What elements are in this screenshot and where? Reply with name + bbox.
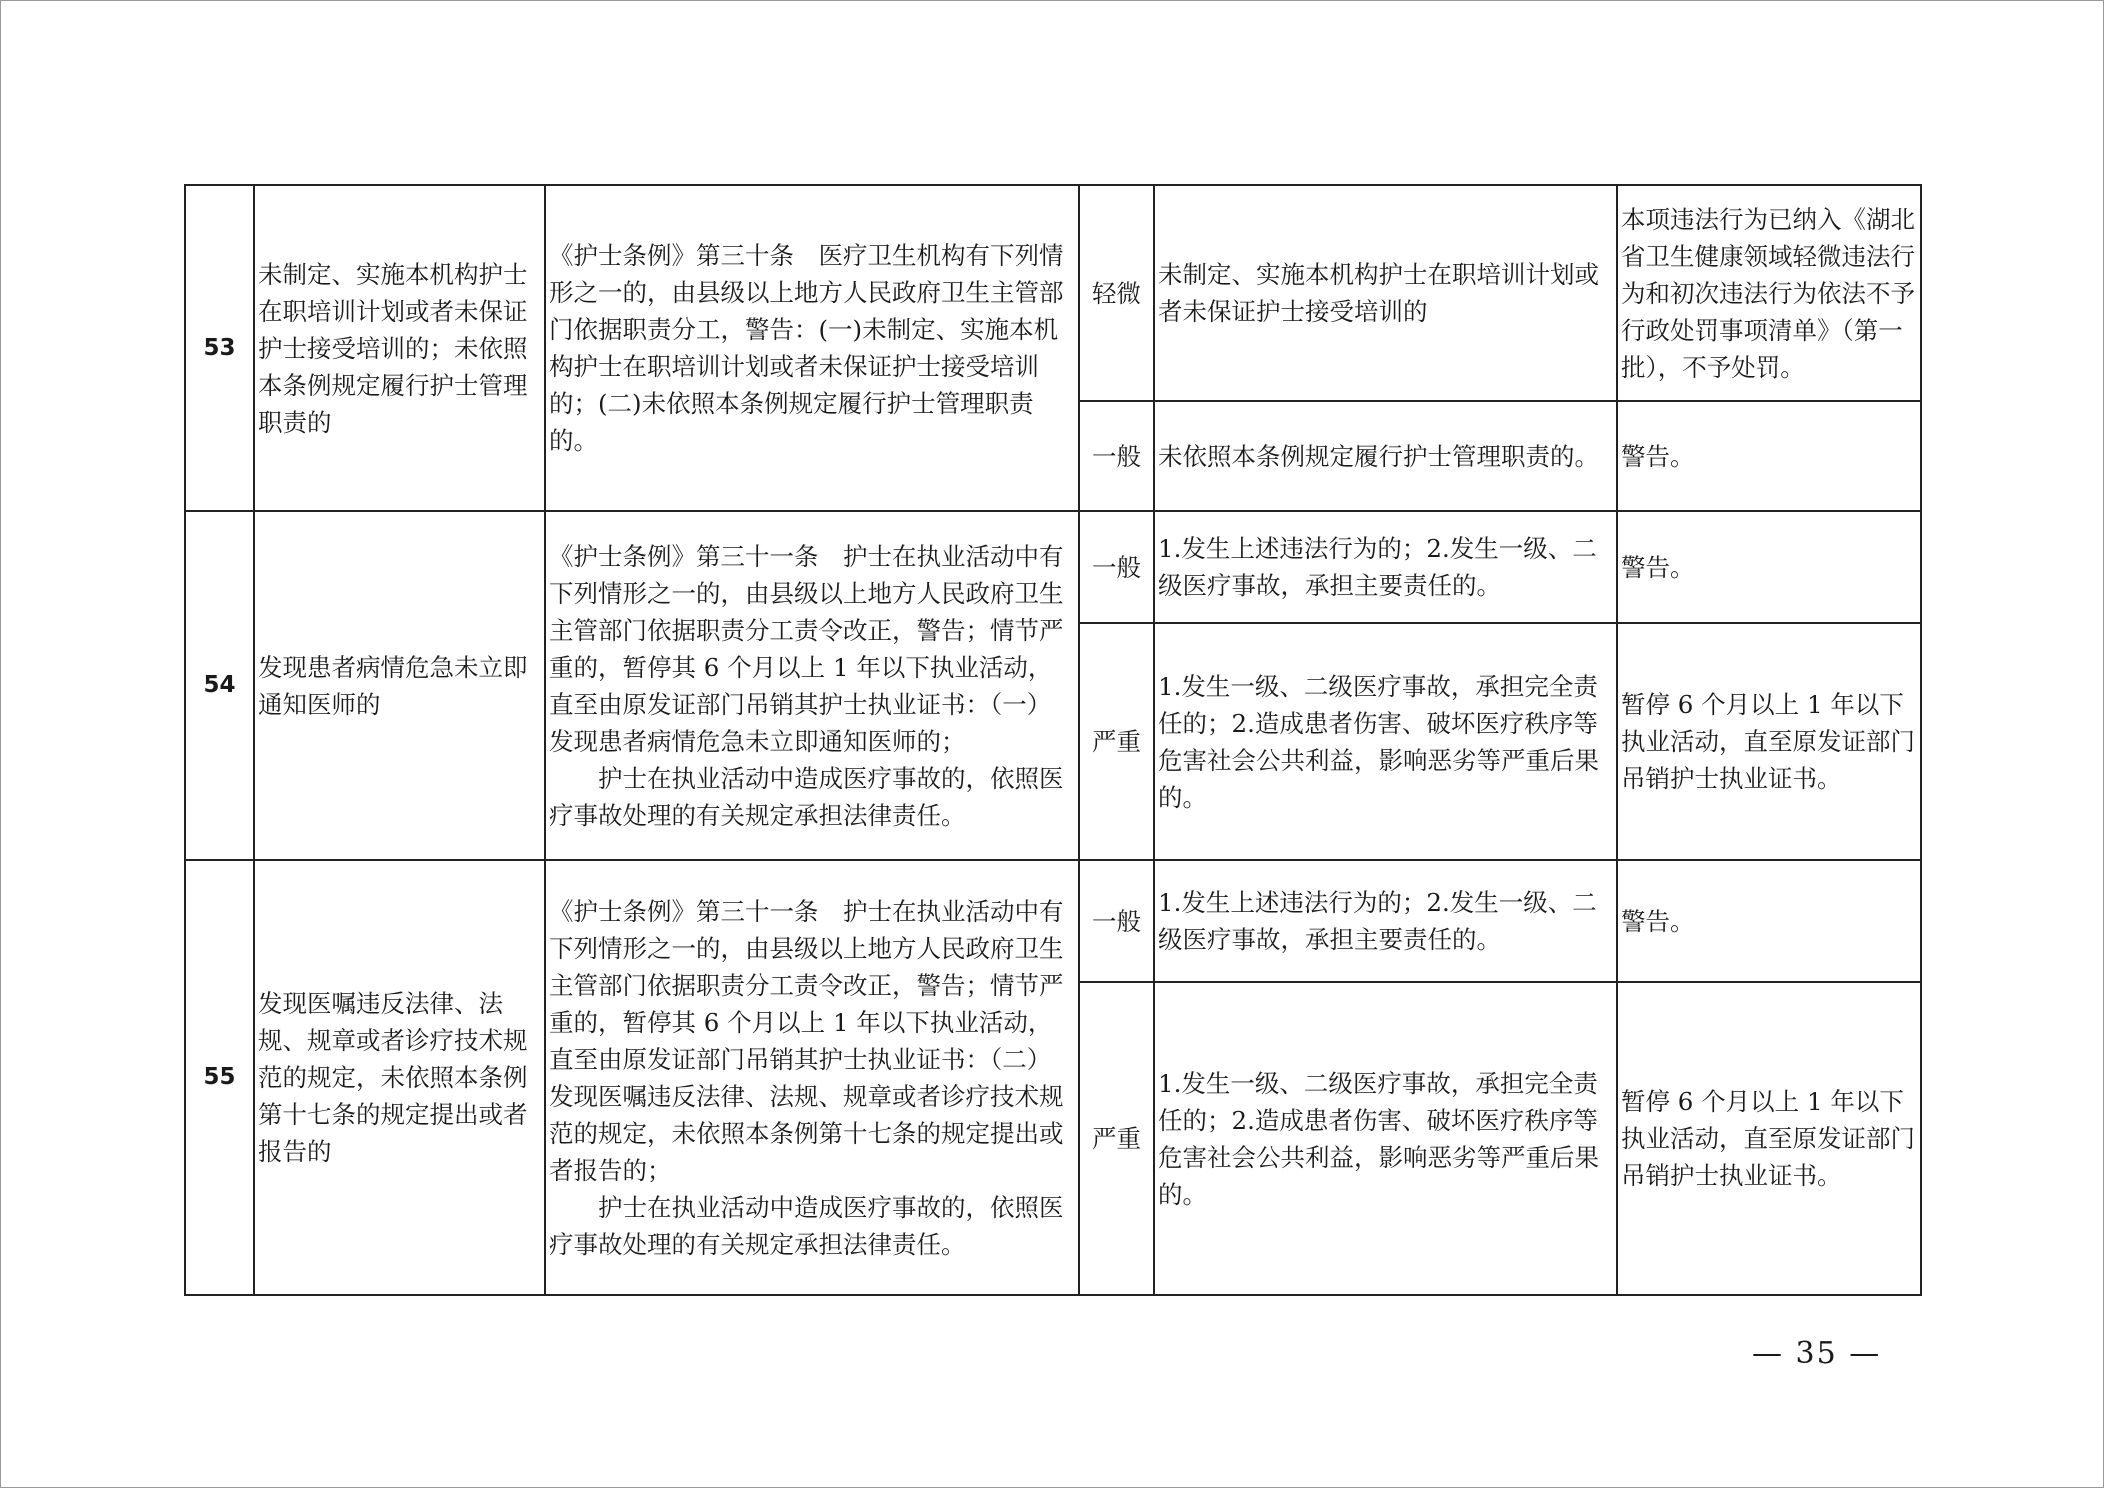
level-cell: 一般 <box>1079 511 1154 623</box>
standard-text: 本项违法行为已纳入《湖北省卫生健康领域轻微违法行为和初次违法行为依法不予行政处罚事项清单》（第一批），不予处罚。 <box>1621 204 1915 382</box>
level-cell: 一般 <box>1079 860 1154 982</box>
standard-cell <box>1617 982 1921 1295</box>
circumstance-cell <box>1154 511 1617 623</box>
standard-cell <box>1617 401 1921 511</box>
circumstance-text: 1.发生一级、二级医疗事故，承担完全责任的；2.造成患者伤害、破坏医疗秩序等危害社会公共利益，影响恶劣等严重后果的。 <box>1158 1068 1599 1209</box>
legal-basis-note: 护士在执业活动中造成医疗事故的，依照医疗事故处理的有关规定承担法律责任。 <box>549 763 1064 830</box>
circumstance-text: 1.发生一级、二级医疗事故，承担完全责任的；2.造成患者伤害、破坏医疗秩序等危害社会公共利益，影响恶劣等严重后果的。 <box>1158 671 1599 812</box>
standard-text: 警告。 <box>1621 906 1695 936</box>
standard-cell <box>1617 860 1921 982</box>
page-number: — 35 — <box>1752 1336 1882 1371</box>
standard-text: 暂停 6 个月以上 1 年以下执业活动，直至原发证部门吊销护士执业证书。 <box>1621 690 1915 793</box>
standard-text: 暂停 6 个月以上 1 年以下执业活动，直至原发证部门吊销护士执业证书。 <box>1621 1087 1915 1190</box>
circumstance-cell <box>1154 860 1617 982</box>
circumstance-cell <box>1154 401 1617 511</box>
legal-basis-text: 《护士条例》第三十条 医疗卫生机构有下列情形之一的，由县级以上地方人民政府卫生主管部门依据职责分工，警告：(一)未制定、实施本机构护士在职培训计划或者未保证护士接受培训的；(二)未依照本条例规定履行护士管理职责的。 <box>549 241 1064 455</box>
level-cell: 严重 <box>1079 982 1154 1295</box>
violation-cell <box>254 185 545 511</box>
legal-basis-note: 护士在执业活动中造成医疗事故的，依照医疗事故处理的有关规定承担法律责任。 <box>549 1192 1064 1259</box>
circumstance-text: 未制定、实施本机构护士在职培训计划或者未保证护士接受培训的 <box>1158 260 1599 326</box>
standard-cell <box>1617 623 1921 860</box>
legal-basis-cell <box>545 860 1079 1295</box>
level-cell: 严重 <box>1079 623 1154 860</box>
item-number: 53 <box>185 185 254 511</box>
standard-cell <box>1617 511 1921 623</box>
circumstance-text: 1.发生上述违法行为的；2.发生一级、二级医疗事故，承担主要责任的。 <box>1158 534 1597 600</box>
circumstance-cell <box>1154 623 1617 860</box>
legal-basis-text: 《护士条例》第三十一条 护士在执业活动中有下列情形之一的，由县级以上地方人民政府卫生主管部门依据职责分工责令改正，警告；情节严重的，暂停其 6 个月以上 1 年以下执业活动，直至由原发证部门吊销其护士执业证书：（一）发现患者病情危急未立即通知医师的； <box>549 541 1064 756</box>
legal-basis-cell <box>545 185 1079 511</box>
table-row <box>185 185 1921 401</box>
level-cell: 一般 <box>1079 401 1154 511</box>
legal-basis-text: 《护士条例》第三十一条 护士在执业活动中有下列情形之一的，由县级以上地方人民政府卫生主管部门依据职责分工责令改正，警告；情节严重的，暂停其 6 个月以上 1 年以下执业活动，直至由原发证部门吊销其护士执业证书：（二）发现医嘱违反法律、法规、规章或者诊疗技术规范的规定，未依照本条例第十七条的规定提出或者报告的； <box>549 896 1064 1185</box>
penalty-table <box>184 184 1922 1296</box>
violation-cell <box>254 860 545 1295</box>
level-cell: 轻微 <box>1079 185 1154 401</box>
violation-text: 发现医嘱违反法律、法规、规章或者诊疗技术规范的规定，未依照本条例第十七条的规定提出或者报告的 <box>258 989 528 1166</box>
standard-cell <box>1617 185 1921 401</box>
violation-text: 未制定、实施本机构护士在职培训计划或者未保证护士接受培训的；未依照本条例规定履行护士管理职责的 <box>258 259 528 437</box>
circumstance-cell <box>1154 982 1617 1295</box>
circumstance-text: 未依照本条例规定履行护士管理职责的。 <box>1158 441 1599 471</box>
standard-text: 警告。 <box>1621 552 1695 582</box>
legal-basis-cell <box>545 511 1079 860</box>
standard-text: 警告。 <box>1621 441 1695 471</box>
table-row <box>185 860 1921 982</box>
item-number: 54 <box>185 511 254 860</box>
circumstance-text: 1.发生上述违法行为的；2.发生一级、二级医疗事故，承担主要责任的。 <box>1158 888 1597 954</box>
violation-cell <box>254 511 545 860</box>
circumstance-cell <box>1154 185 1617 401</box>
item-number: 55 <box>185 860 254 1295</box>
violation-text: 发现患者病情危急未立即通知医师的 <box>258 652 528 719</box>
table-row <box>185 511 1921 623</box>
